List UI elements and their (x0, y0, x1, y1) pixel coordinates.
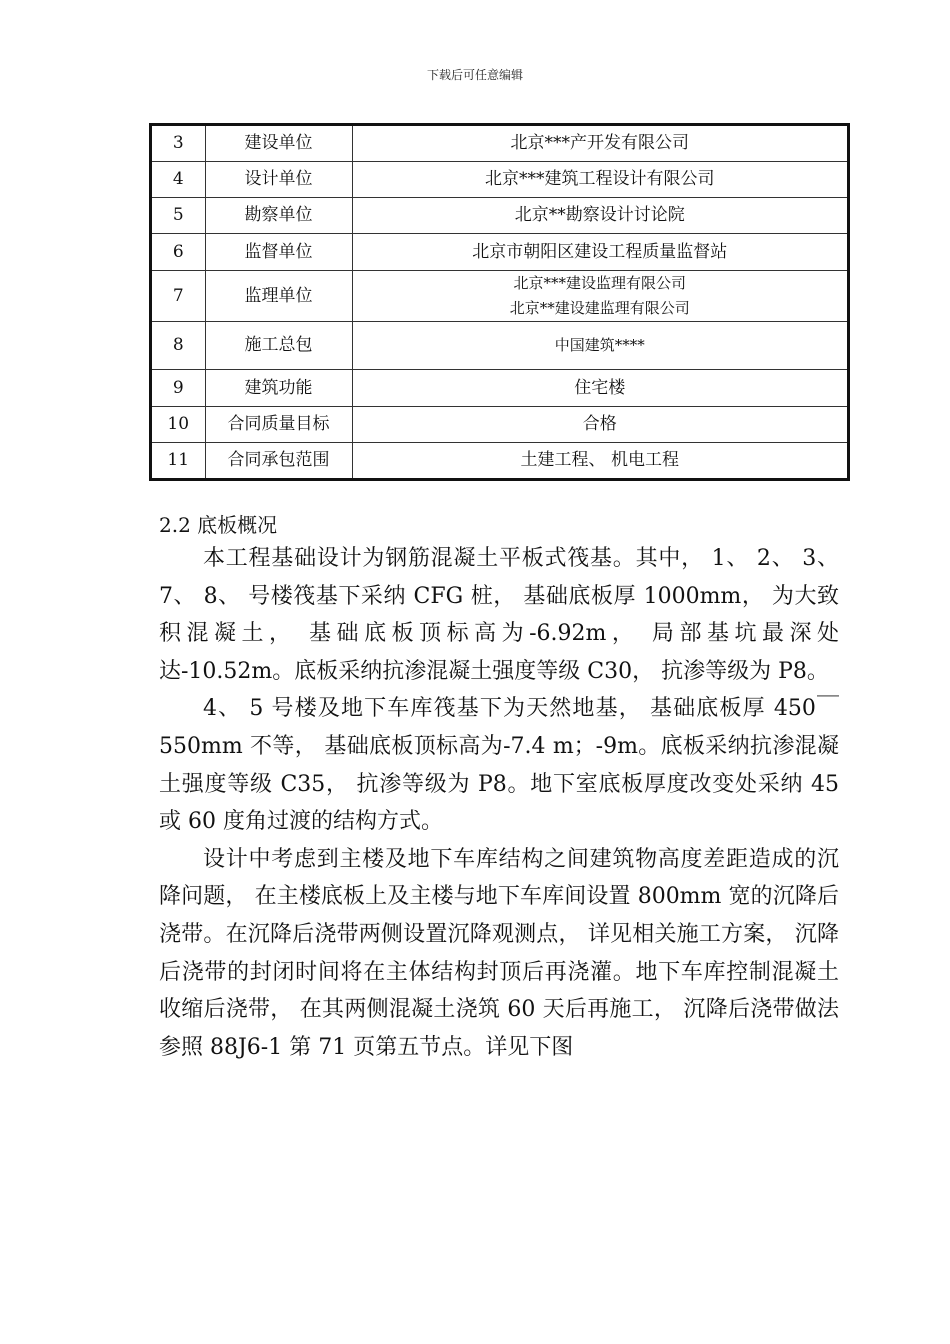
row-value-line: 北京**建设建监理有限公司 (509, 298, 690, 317)
row-value-line: 北京***建设监理有限公司 (513, 273, 686, 292)
table-row (151, 233, 848, 270)
row-value: 中国建筑**** (352, 321, 848, 369)
row-label: 监督单位 (205, 233, 352, 270)
row-number: 9 (151, 369, 205, 406)
paragraph: 4、 5 号楼及地下车库筏基下为天然地基， 基础底板厚 450￣550mm 不等， 基础底板顶标高为-7.4 m；-9m。底板采纳抗渗混凝土强度等级 C35， 抗渗等级为 P8。地下室底板厚度改变处采纳 45 或 60 度角过渡的结构方式。 (159, 696, 839, 835)
row-label: 建筑功能 (205, 369, 352, 406)
row-number: 4 (151, 161, 205, 197)
row-label: 勘察单位 (205, 197, 352, 233)
section-body (159, 540, 839, 1066)
page-header: 下载后可任意编辑 (426, 68, 523, 82)
row-label: 合同质量目标 (205, 406, 352, 442)
row-number: 5 (151, 197, 205, 233)
table-row (151, 125, 848, 161)
project-info-table (150, 124, 849, 480)
table-row (151, 197, 848, 233)
table-row (151, 442, 848, 479)
paragraph: 设计中考虑到主楼及地下车库结构之间建筑物高度差距造成的沉降问题， 在主楼底板上及主楼与地下车库间设置 800mm 宽的沉降后浇带。在沉降后浇带两侧设置沉降观测点， 详见相关施工方案， 沉降后浇带的封闭时间将在主体结构封顶后再浇灌。地下车库控制混凝土收缩后浇带， 在其两侧混凝土浇筑 60 天后再施工， 沉降后浇带做法参照 88J6-1 第 71 页第五节点。详见下图 (159, 846, 839, 1060)
row-label: 监理单位 (205, 270, 352, 321)
table-row (151, 161, 848, 197)
row-number: 11 (151, 442, 205, 479)
row-number: 3 (151, 125, 205, 161)
row-value: 土建工程、 机电工程 (352, 442, 848, 479)
section-title: 2.2 底板概况 (159, 513, 278, 537)
row-label: 设计单位 (205, 161, 352, 197)
row-label: 施工总包 (205, 321, 352, 369)
paragraph: 本工程基础设计为钢筋混凝土平板式筏基。其中， 1、 2、 3、 7、 8、 号楼筏基下采纳 CFG 桩， 基础底板厚 1000mm， 为大致积混凝土， 基础底板顶标高为-6.92m， 局部基坑最深处达-10.52m。底板采纳抗渗混凝土强度等级 C30， 抗渗等级为 P8。 (159, 546, 839, 684)
row-label: 合同承包范围 (205, 442, 352, 479)
row-number: 6 (151, 233, 205, 270)
row-number: 10 (151, 406, 205, 442)
row-number: 8 (151, 321, 205, 369)
table-row (151, 321, 848, 369)
row-value: 北京***产开发有限公司 (352, 125, 848, 161)
table-row (151, 270, 848, 321)
row-number: 7 (151, 270, 205, 321)
table-row (151, 406, 848, 442)
row-value: 北京***建筑工程设计有限公司 (352, 161, 848, 197)
row-value (352, 270, 848, 321)
row-value: 住宅楼 (352, 369, 848, 406)
row-label: 建设单位 (205, 125, 352, 161)
row-value: 北京市朝阳区建设工程质量监督站 (352, 233, 848, 270)
table-row (151, 369, 848, 406)
row-value: 北京**勘察设计讨论院 (352, 197, 848, 233)
row-value: 合格 (352, 406, 848, 442)
